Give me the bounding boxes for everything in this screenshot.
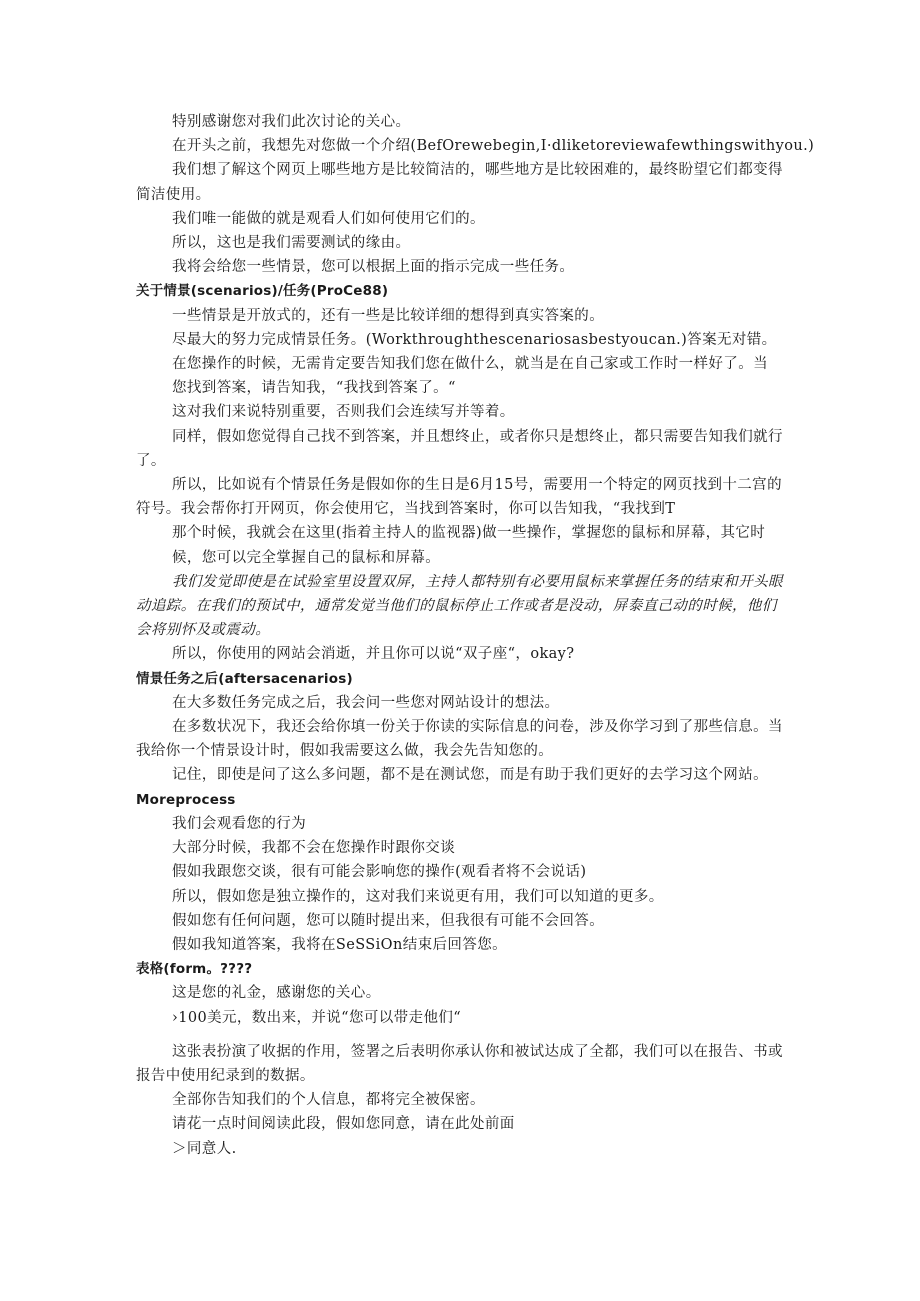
paragraph: 所以，你使用的网站会消逝，并且你可以说“双子座“，okay? — [172, 646, 575, 663]
document-body — [136, 110, 815, 1161]
paragraph: ›100美元，数出来，并说“您可以带走他们“ — [172, 1009, 462, 1026]
paragraph: 在多数状况下，我还会给你填一份关于你读的实际信息的问卷，涉及你学习到了那些信息。当我给你一个情景设计时，假如我需要这么做，我会先告知您的。 — [136, 719, 783, 760]
paragraph: 请花一点时间阅读此段，假如您同意，请在此处前面 — [172, 1116, 515, 1133]
paragraph: 假如我知道答案，我将在SeSSiOn结束后回答您。 — [172, 936, 507, 953]
section-heading-form: 表格(form。???? — [136, 961, 253, 978]
section-heading-after-scenarios: 情景任务之后(aftersacenarios) — [136, 670, 353, 687]
paragraph: 我们唯一能做的就是观看人们如何使用它们的。 — [172, 210, 485, 227]
paragraph-italic: 我们发觉即使是在试验室里设置双屏，主持人都特别有必要用鼠标来掌握任务的结束和开头眼动追踪。在我们的预试中，通常发觉当他们的鼠标停止工作或者是没动，屏泰直己动的时候，他们会将别怀及或震动。 — [136, 573, 783, 639]
paragraph: 同样，假如您觉得自己找不到答案，并且想终止，或者你只是想终止，都只需要告知我们就行了。 — [136, 428, 783, 469]
paragraph: 我们想了解这个网页上哪些地方是比较简洁的，哪些地方是比较困难的，最终盼望它们都变得简洁使用。 — [136, 162, 783, 203]
paragraph: ＞同意人. — [172, 1140, 237, 1157]
paragraph: 这张表扮演了收据的作用，签署之后表明你承认你和被试达成了全都，我们可以在报告、书或报告中使用纪录到的数据。 — [136, 1043, 783, 1084]
paragraph: 大部分时候，我都不会在您操作时跟你交谈 — [172, 840, 456, 857]
section-heading-scenarios: 关于情景(scenarios)/任务(ProCe88) — [136, 283, 389, 300]
paragraph: 假如我跟您交谈，很有可能会影响您的操作(观看者将不会说话) — [172, 864, 587, 881]
paragraph: 假如您有任何问题，您可以随时提出来，但我很有可能不会回答。 — [172, 912, 605, 929]
paragraph: 尽最大的努力完成情景任务。(Workthroughthescenariosasbestyoucan.)答案无对错。 — [172, 331, 777, 348]
paragraph: 所以，假如您是独立操作的，这对我们来说更有用，我们可以知道的更多。 — [172, 888, 664, 905]
spacer — [136, 1030, 796, 1040]
paragraph: 所以，这也是我们需要测试的缘由。 — [172, 235, 411, 252]
paragraph: 在您操作的时候，无需肯定要告知我们您在做什么，就当是在自己家或工作时一样好了。当 — [172, 356, 768, 373]
paragraph: 所以，比如说有个情景任务是假如你的生日是6月15号，需要用一个特定的网页找到十二宫的符号。我会帮你打开网页，你会使用它，当找到答案时，你可以告知我，“我找到T — [136, 477, 782, 518]
paragraph: 一些情景是开放式的，还有一些是比较详细的想得到真实答案的。 — [172, 307, 605, 324]
paragraph: 那个时候，我就会在这里(指着主持人的监视器)做一些操作，掌握您的鼠标和屏幕，其它时 — [172, 525, 766, 542]
paragraph: 这对我们来说特别重要，否则我们会连续写并等着。 — [172, 404, 515, 421]
paragraph: 在大多数任务完成之后，我会问一些您对网站设计的想法。 — [172, 694, 560, 711]
paragraph: 我将会给您一些情景，您可以根据上面的指示完成一些任务。 — [172, 259, 575, 276]
paragraph: 这是您的礼金，感谢您的关心。 — [172, 985, 381, 1002]
paragraph: 候，您可以完全掌握自己的鼠标和屏幕。 — [172, 549, 441, 566]
paragraph: 您找到答案，请告知我，“我找到答案了。“ — [172, 380, 456, 397]
paragraph: 全部你告知我们的个人信息，都将完全被保密。 — [172, 1092, 485, 1109]
section-heading-more-process: Moreprocess — [136, 791, 236, 808]
paragraph: 特别感谢您对我们此次讨论的关心。 — [172, 114, 411, 130]
paragraph: 在开头之前，我想先对您做一个介绍(BefOrewebegin,I·dliketoreviewafewthingswithyou.) — [172, 138, 815, 155]
paragraph: 我们会观看您的行为 — [172, 815, 307, 832]
paragraph: 记住，即使是问了这么多问题，都不是在测试您，而是有助于我们更好的去学习这个网站。 — [172, 767, 768, 784]
